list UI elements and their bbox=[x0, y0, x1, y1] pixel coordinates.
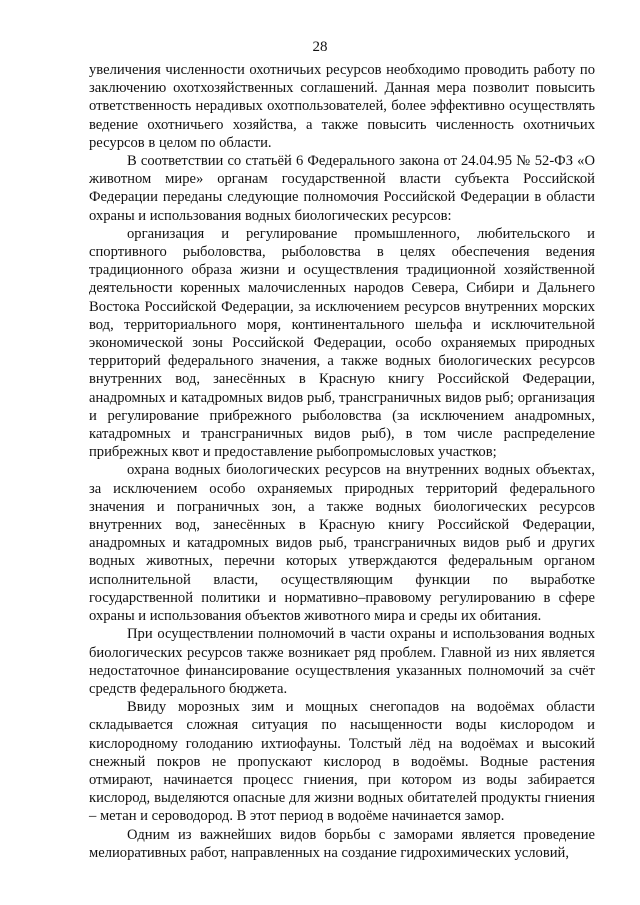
paragraph-federal-law: В соответствии со статьёй 6 Федерального закона от 24.04.95 № 52-ФЗ «О животном мире» органам государственной власти субъекта Российской Федерации переданы следующие полномочия Российской Федерации в области охраны и использования водных биологических ресурсов: bbox=[89, 153, 595, 224]
document-body bbox=[89, 61, 595, 862]
paragraph-continuation: увеличения численности охотничьих ресурсов необходимо проводить работу по заключению охотхозяйственных соглашений. Данная мера позволит повысить ответственность нерадивых охотпользователей, более эффективно осуществлять ведение охотничьего хозяйства, а также повысить численность охотничьих ресурсов в целом по области. bbox=[89, 62, 595, 151]
page-number: 28 bbox=[312, 39, 328, 55]
paragraph-winter-oxygen: Ввиду морозных зим и мощных снегопадов на водоёмах области складывается сложная ситуация по насыщенности воды кислородом и кислородному голоданию ихтиофауны. Толстый лёд на водоёмах и высокий снежный покров не пропускают кислород в водоёмы. Водные растения отмирают, начинается процесс гниения, при котором из воды забирается кислород, выделяются опасные для жизни водных обитателей продукты гниения – метан и сероводород. В этот период в водоёме начинается замор. bbox=[89, 699, 595, 825]
paragraph-funding-problems: При осуществлении полномочий в части охраны и использования водных биологических ресурсов также возникает ряд проблем. Главной из них является недостаточное финансирование осуществления указанных полномочий за счёт средств федерального бюджета. bbox=[89, 626, 595, 697]
paragraph-melioration: Одним из важнейших видов борьбы с заморами является проведение мелиоративных работ, направленных на создание гидрохимических условий, bbox=[89, 826, 595, 861]
paragraph-water-resources-protection: охрана водных биологических ресурсов на внутренних водных объектах, за исключением особо охраняемых природных территорий федерального значения и пограничных зон, а также водных биологических ресурсов внутренних вод, занесённых в Красную книгу Российской Федерации, анадромных и катадромных видов рыб, трансграничных видов рыб и других водных животных, перечни которых утверждаются федеральным органом исполнительной власти, осуществляющим функции по выработке государственной политики и нормативно–правовому регулированию в сфере охраны и использования объектов животного мира и среды их обитания. bbox=[89, 462, 595, 625]
paragraph-fishing-regulation: организация и регулирование промышленного, любительского и спортивного рыболовства, рыболовства в целях обеспечения ведения традиционного образа жизни и осуществления традиционной хозяйственной деятельности коренных малочисленных народов Севера, Сибири и Дальнего Востока Российской Федерации, за исключением ресурсов внутренних морских вод, территориального моря, континентального шельфа и исключительной экономической зоны Российской Федерации, особо охраняемых природных территорий федерального значения, а также водных биологических ресурсов внутренних вод, занесённых в Красную книгу Российской Федерации, анадромных и катадромных видов рыб, трансграничных видов рыб; организация и регулирование прибрежного рыболовства (за исключением анадромных, катадромных и трансграничных видов рыб), в том числе распределение прибрежных квот и предоставление рыбопромысловых участков; bbox=[89, 225, 595, 461]
